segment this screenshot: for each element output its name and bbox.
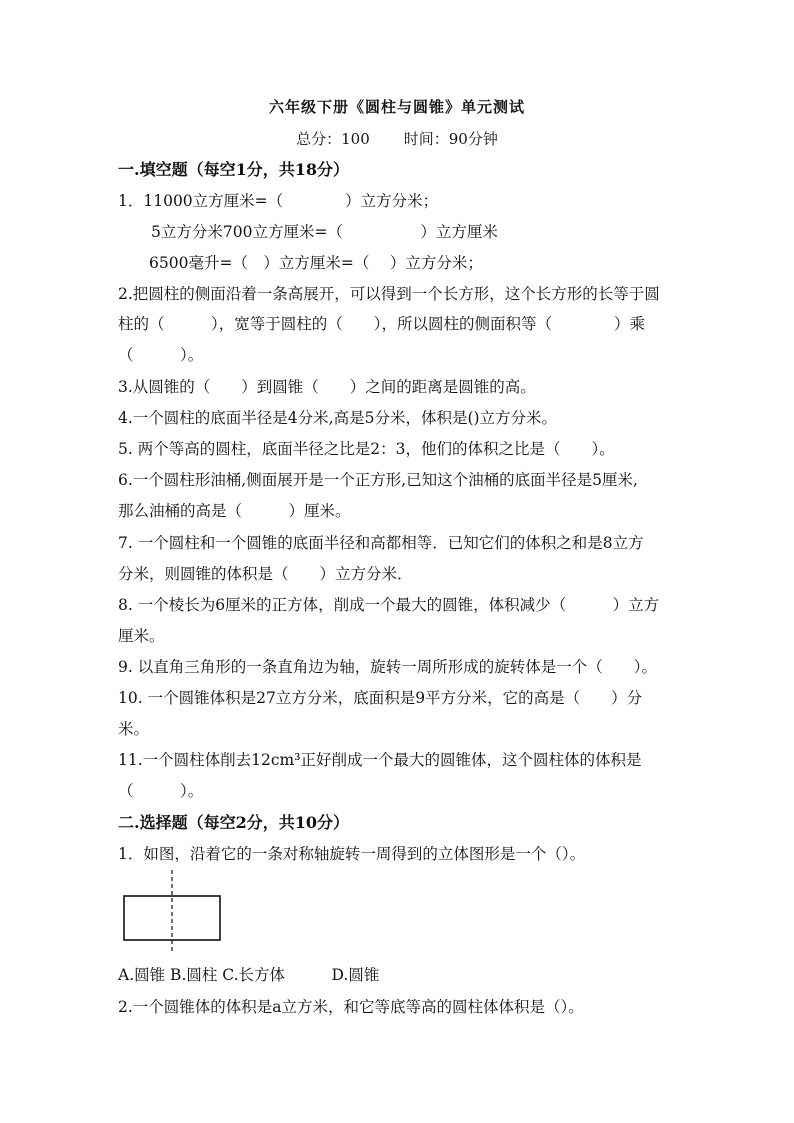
question-6-line-2: 那么油桶的高是（ ）厘米。 <box>118 502 351 520</box>
choice-question-1: 1．如图，沿着它的一条对称轴旋转一周得到的立体图形是一个（）。 <box>118 845 586 863</box>
question-9: 9. 以直角三角形的一条直角边为轴，旋转一周所形成的旋转体是一个（ ）。 <box>118 658 657 676</box>
question-11-line-2: （ ）。 <box>118 782 204 800</box>
question-2-line-2: 柱的（ ），宽等于圆柱的（ ），所以圆柱的侧面积等（ ）乘 <box>118 315 646 333</box>
question-1-line-1: 1．11000立方厘米=（ ）立方分米； <box>118 192 439 210</box>
choice-question-2: 2.一个圆锥体的体积是a立方米，和它等底等高的圆柱体体积是（）。 <box>118 998 584 1016</box>
question-4: 4.一个圆柱的底面半径是4分米,高是5分米，体积是()立方分米。 <box>118 409 558 427</box>
section-1-heading: 一.填空题（每空1分，共18分） <box>118 160 349 179</box>
total-score: 总分：100 <box>296 130 370 148</box>
question-8-line-2: 厘米。 <box>118 627 165 645</box>
question-5: 5. 两个等高的圆柱，底面半径之比是2：3，他们的体积之比是（ ）。 <box>118 440 615 458</box>
question-6-line-1: 6.一个圆柱形油桶,侧面展开是一个正方形,已知这个油桶的底面半径是5厘米, <box>118 471 638 489</box>
question-7-line-2: 分米，则圆锥的体积是（ ）立方分米． <box>118 565 413 583</box>
question-3: 3.从圆锥的（ ）到圆锥（ ）之间的距离是圆锥的高。 <box>118 378 536 396</box>
exam-time: 时间：90分钟 <box>403 130 498 148</box>
page-title: 六年级下册《圆柱与圆锥》单元测试 <box>268 98 525 116</box>
question-2-line-1: 2.把圆柱的侧面沿着一条高展开，可以得到一个长方形，这个长方形的长等于圆 <box>118 285 660 303</box>
section-2-heading: 二.选择题（每空2分，共10分） <box>118 813 349 832</box>
question-1-line-3: 6500毫升=（ ）立方厘米=（ ）立方分米； <box>149 254 483 272</box>
exam-info <box>0 128 794 149</box>
question-1-line-2: 5立方分米700立方厘米=（ ）立方厘米 <box>151 223 498 241</box>
question-10-line-1: 10. 一个圆锥体积是27立方分米，底面积是9平方分米，它的高是（ ）分 <box>118 689 643 707</box>
question-2-line-3: （ ）。 <box>118 346 204 364</box>
question-8-line-1: 8. 一个棱长为6厘米的正方体，削成一个最大的圆锥，体积减少（ ）立方 <box>118 596 660 614</box>
question-10-line-2: 米。 <box>118 720 150 738</box>
choice-question-1-options: A.圆锥 B.圆柱 C.长方体 D.圆锥 <box>118 966 380 984</box>
question-11-line-1: 11.一个圆柱体削去12cm³正好削成一个最大的圆锥体，这个圆柱体的体积是 <box>118 751 642 769</box>
question-7-line-1: 7. 一个圆柱和一个圆锥的底面半径和高都相等．已知它们的体积之和是8立方 <box>118 534 644 552</box>
rectangle-axis-figure <box>122 866 222 956</box>
